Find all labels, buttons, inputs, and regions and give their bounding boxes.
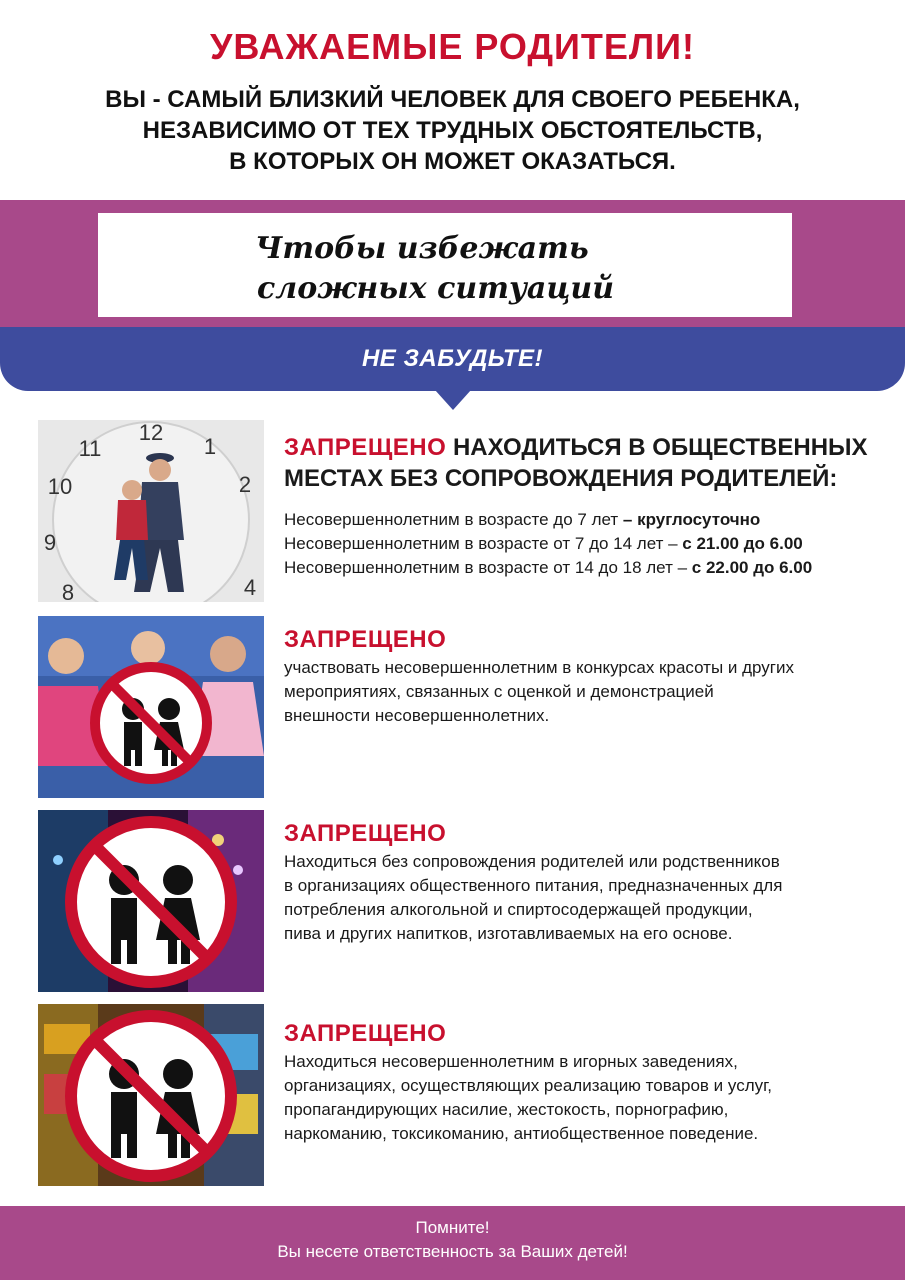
restriction-item [284,532,884,556]
rule-text [284,626,884,728]
restriction-item [284,556,884,580]
rule-public-places [0,420,905,602]
description-line: наркоманию, токсикоманию, антиобщественное поведение. [284,1124,759,1143]
clock-number: 4 [243,575,257,600]
banner-label: НЕ ЗАБУДЬТЕ! [361,345,544,372]
rule-description [284,656,884,728]
description-line: мероприятиях, связанных с оценкой и демонстрацией [284,682,714,701]
heading-rest: НАХОДИТЬСЯ В ОБЩЕСТВЕННЫХ [446,434,868,461]
description-line: потребления алкогольной и спиртосодержащей продукции, [284,900,753,919]
handwritten-note [255,229,755,309]
description-line: участвовать несовершеннолетним в конкурсах красоты и других [284,658,794,677]
subtitle-line: В КОТОРЫХ ОН МОЖЕТ ОКАЗАТЬСЯ. [229,148,676,175]
restriction-text: Несовершеннолетним в возрасте от 14 до 18 лет – [284,558,692,577]
rule-description [284,1050,884,1146]
restriction-time: с 22.00 до 6.00 [691,558,813,577]
footer [0,1206,905,1280]
description-line: пива и других напитков, изготавливаемых на его основе. [284,924,733,943]
clock-photo-illustration [38,420,264,602]
restriction-time: с 21.00 до 6.00 [682,534,803,553]
rule-gambling [0,1004,905,1186]
rule-alcohol-venues [0,810,905,992]
restriction-text: Несовершеннолетним в возрасте до 7 лет [284,510,623,529]
forbidden-label: ЗАПРЕЩЕНО [284,434,447,461]
note-line: Чтобы избежать [255,231,589,266]
clock-number: 10 [47,474,73,499]
bar-illustration [38,810,264,992]
clock-number: 8 [61,580,75,602]
description-line: организациях, осуществляющих реализацию товаров и услуг, [284,1076,772,1095]
clock-police-photo [38,420,264,602]
header [0,0,905,200]
footer-text [0,1206,905,1264]
bar-photo [38,810,264,992]
footer-line: Вы несете ответственность за Ваших детей! [277,1242,628,1261]
description-line: внешности несовершеннолетних. [284,706,550,725]
clock-number: 1 [203,434,217,459]
banner-pointer [435,390,471,410]
heading-line: МЕСТАХ БЕЗ СОПРОВОЖДЕНИЯ РОДИТЕЛЕЙ: [284,465,838,492]
rule-text [284,1020,884,1146]
description-line: в организациях общественного питания, предназначенных для [284,876,783,895]
forbidden-label: ЗАПРЕЩЕНО [284,820,447,847]
rule-text [284,432,884,580]
rule-text [284,820,884,946]
clock-number: 2 [238,472,252,497]
casino-photo [38,1004,264,1186]
page-title: УВАЖАЕМЫЕ РОДИТЕЛИ! [209,26,696,67]
footer-line: Помните! [415,1218,490,1237]
beauty-contest-illustration [38,616,264,798]
description-line: Находиться без сопровождения родителей или родственников [284,852,780,871]
forbidden-label: ЗАПРЕЩЕНО [284,626,447,653]
rule-beauty-contests [0,616,905,798]
rule-description [284,850,884,946]
beauty-contest-photo [38,616,264,798]
subtitle-line: ВЫ - САМЫЙ БЛИЗКИЙ ЧЕЛОВЕК ДЛЯ СВОЕГО РЕБЕНКА, [105,86,800,113]
restriction-time: – круглосуточно [622,510,761,529]
restriction-item [284,508,884,532]
description-line: Находиться несовершеннолетним в игорных заведениях, [284,1052,738,1071]
clock-number: 11 [78,436,102,461]
forbidden-label: ЗАПРЕЩЕНО [284,1020,447,1047]
casino-illustration [38,1004,264,1186]
subtitle [0,84,905,177]
clock-number: 12 [138,420,164,445]
rule-heading [284,432,884,494]
restriction-text: Несовершеннолетним в возрасте от 7 до 14 лет – [284,534,683,553]
subtitle-line: НЕЗАВИСИМО ОТ ТЕХ ТРУДНЫХ ОБСТОЯТЕЛЬСТВ, [142,117,763,144]
note-line: сложных ситуаций [257,271,615,306]
clock-number: 9 [43,530,57,555]
description-line: пропагандирующих насилие, жестокость, порнографию, [284,1100,729,1119]
time-restrictions [284,508,884,580]
